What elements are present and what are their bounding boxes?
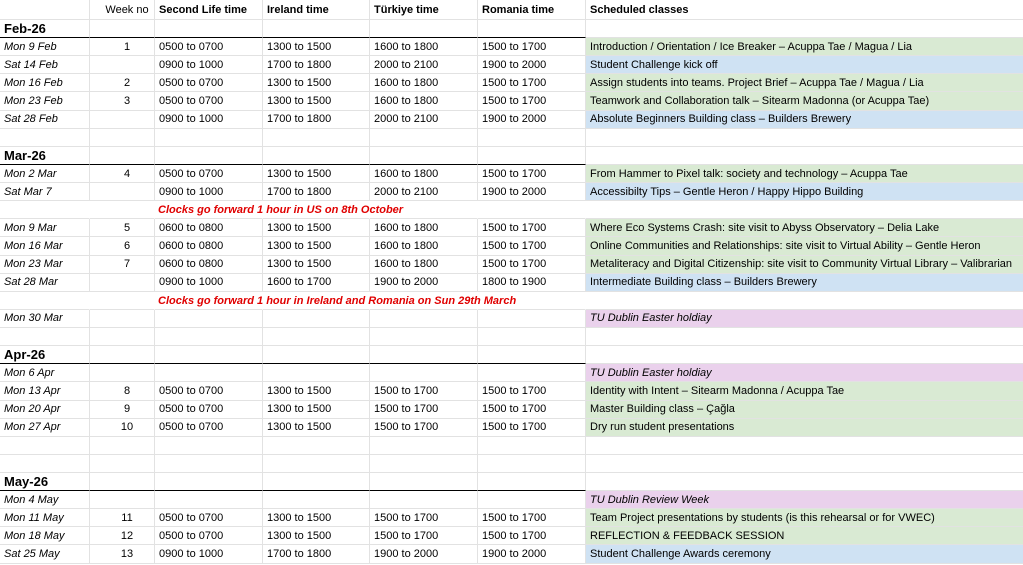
date-cell[interactable]: Mon 11 May — [0, 509, 90, 527]
second-life-time-cell[interactable]: 0600 to 0800 — [155, 256, 263, 274]
romania-time-cell[interactable]: 1500 to 1700 — [478, 165, 586, 183]
week-cell[interactable]: 6 — [90, 237, 155, 255]
romania-time-cell[interactable] — [478, 473, 586, 491]
scheduled-class-cell[interactable]: Introduction / Orientation / Ice Breaker – Acuppa Tae / Magua / Lia — [586, 38, 1023, 56]
date-cell[interactable] — [0, 328, 90, 346]
second-life-time-cell[interactable] — [155, 473, 263, 491]
second-life-time-cell[interactable]: 0900 to 1000 — [155, 545, 263, 563]
scheduled-class-cell[interactable] — [586, 129, 1023, 147]
second-life-time-cell[interactable]: 0500 to 0700 — [155, 401, 263, 419]
week-cell[interactable]: 10 — [90, 419, 155, 437]
scheduled-class-cell[interactable]: Metaliteracy and Digital Citizenship: site visit to Community Virtual Library – Valibrarian — [586, 256, 1023, 274]
week-cell[interactable] — [90, 437, 155, 455]
ireland-time-cell[interactable]: 1700 to 1800 — [263, 183, 370, 201]
week-cell[interactable] — [90, 183, 155, 201]
turkiye-time-cell[interactable]: 1600 to 1800 — [370, 219, 478, 237]
week-cell[interactable]: 8 — [90, 382, 155, 400]
scheduled-class-cell[interactable]: Where Eco Systems Crash: site visit to Abyss Observatory – Delia Lake — [586, 219, 1023, 237]
ireland-time-cell[interactable] — [263, 364, 370, 382]
month-header-row — [0, 147, 1023, 165]
week-cell[interactable]: 9 — [90, 401, 155, 419]
scheduled-class-cell[interactable]: Accessibilty Tips – Gentle Heron / Happy Hippo Building — [586, 183, 1023, 201]
date-cell[interactable]: Mon 20 Apr — [0, 401, 90, 419]
ireland-time-cell[interactable]: 1300 to 1500 — [263, 419, 370, 437]
scheduled-class-cell[interactable] — [586, 437, 1023, 455]
week-cell[interactable] — [90, 147, 155, 165]
scheduled-class-cell[interactable]: Absolute Beginners Building class – Builders Brewery — [586, 111, 1023, 129]
header-row — [0, 0, 1023, 20]
date-cell[interactable]: Mar-26 — [0, 147, 90, 165]
scheduled-class-cell[interactable]: REFLECTION & FEEDBACK SESSION — [586, 527, 1023, 545]
second-life-time-cell[interactable]: 0500 to 0700 — [155, 38, 263, 56]
scheduled-class-cell[interactable] — [586, 201, 1023, 219]
schedule-row — [0, 274, 1023, 292]
scheduled-class-cell[interactable]: Online Communities and Relationships: site visit to Virtual Ability – Gentle Heron — [586, 237, 1023, 255]
ireland-time-cell[interactable] — [263, 455, 370, 473]
second-life-time-cell[interactable]: 0500 to 0700 — [155, 92, 263, 110]
date-cell[interactable]: Mon 23 Feb — [0, 92, 90, 110]
second-life-time-cell[interactable] — [155, 364, 263, 382]
week-cell[interactable] — [90, 491, 155, 509]
ireland-time-cell[interactable]: 1300 to 1500 — [263, 219, 370, 237]
romania-time-cell[interactable] — [478, 328, 586, 346]
second-life-time-cell[interactable]: 0500 to 0700 — [155, 509, 263, 527]
turkiye-time-cell[interactable] — [370, 364, 478, 382]
romania-time-cell[interactable]: 1900 to 2000 — [478, 183, 586, 201]
date-cell[interactable]: Sat 25 May — [0, 545, 90, 563]
romania-time-cell[interactable] — [478, 437, 586, 455]
romania-time-cell[interactable]: 1500 to 1700 — [478, 256, 586, 274]
turkiye-time-cell[interactable] — [370, 491, 478, 509]
ireland-time-cell[interactable] — [263, 346, 370, 364]
date-cell[interactable]: Sat Mar 7 — [0, 183, 90, 201]
romania-time-cell[interactable] — [478, 201, 586, 219]
scheduled-class-cell[interactable]: TU Dublin Easter holdiay — [586, 310, 1023, 328]
date-cell[interactable]: Mon 16 Feb — [0, 74, 90, 92]
ireland-time-cell[interactable]: 1300 to 1500 — [263, 237, 370, 255]
date-cell[interactable]: Sat 28 Feb — [0, 111, 90, 129]
turkiye-time-cell[interactable] — [370, 310, 478, 328]
turkiye-time-cell[interactable]: 2000 to 2100 — [370, 183, 478, 201]
ireland-time-cell[interactable] — [263, 147, 370, 165]
header-ireland-time[interactable]: Ireland time — [263, 0, 370, 20]
week-cell[interactable] — [90, 473, 155, 491]
turkiye-time-cell[interactable]: 1500 to 1700 — [370, 509, 478, 527]
scheduled-class-cell[interactable]: TU Dublin Review Week — [586, 491, 1023, 509]
ireland-time-cell[interactable] — [263, 473, 370, 491]
header-scheduled-classes[interactable]: Scheduled classes — [586, 0, 1023, 20]
turkiye-time-cell[interactable]: 1500 to 1700 — [370, 419, 478, 437]
date-cell[interactable]: Mon 4 May — [0, 491, 90, 509]
turkiye-time-cell[interactable]: 1600 to 1800 — [370, 256, 478, 274]
ireland-time-cell[interactable]: 1300 to 1500 — [263, 382, 370, 400]
clock-change-note-row — [0, 201, 1023, 219]
date-cell[interactable] — [0, 437, 90, 455]
second-life-time-cell[interactable] — [155, 491, 263, 509]
ireland-time-cell[interactable] — [263, 328, 370, 346]
second-life-time-cell[interactable]: 0500 to 0700 — [155, 527, 263, 545]
date-cell[interactable]: Mon 30 Mar — [0, 310, 90, 328]
second-life-time-cell[interactable]: 0600 to 0800 — [155, 237, 263, 255]
turkiye-time-cell[interactable]: 1600 to 1800 — [370, 92, 478, 110]
scheduled-class-cell[interactable]: Dry run student presentations — [586, 419, 1023, 437]
blank-row — [0, 437, 1023, 455]
schedule-row — [0, 382, 1023, 400]
schedule-row — [0, 56, 1023, 74]
second-life-time-cell[interactable] — [155, 328, 263, 346]
turkiye-time-cell[interactable]: 1500 to 1700 — [370, 382, 478, 400]
second-life-time-cell[interactable] — [155, 20, 263, 38]
ireland-time-cell[interactable]: 1300 to 1500 — [263, 92, 370, 110]
scheduled-class-cell[interactable] — [586, 147, 1023, 165]
turkiye-time-cell[interactable] — [370, 346, 478, 364]
date-cell[interactable]: Sat 28 Mar — [0, 274, 90, 292]
second-life-time-cell[interactable]: 0600 to 0800 — [155, 219, 263, 237]
turkiye-time-cell[interactable] — [370, 328, 478, 346]
schedule-row — [0, 237, 1023, 255]
header-romania-time[interactable]: Romania time — [478, 0, 586, 20]
week-cell[interactable] — [90, 56, 155, 74]
scheduled-class-cell[interactable]: Teamwork and Collaboration talk – Sitearm Madonna (or Acuppa Tae) — [586, 92, 1023, 110]
date-cell[interactable]: Mon 13 Apr — [0, 382, 90, 400]
date-cell[interactable]: Sat 14 Feb — [0, 56, 90, 74]
schedule-row — [0, 165, 1023, 183]
second-life-time-cell[interactable] — [155, 147, 263, 165]
week-cell[interactable]: 13 — [90, 545, 155, 563]
second-life-time-cell[interactable]: 0900 to 1000 — [155, 274, 263, 292]
ireland-time-cell[interactable]: 1300 to 1500 — [263, 509, 370, 527]
clock-change-note: Clocks go forward 1 hour in US on 8th October — [158, 204, 404, 217]
turkiye-time-cell[interactable]: 1600 to 1800 — [370, 237, 478, 255]
week-cell[interactable]: 2 — [90, 74, 155, 92]
week-cell[interactable] — [90, 201, 155, 219]
romania-time-cell[interactable] — [478, 346, 586, 364]
romania-time-cell[interactable] — [478, 455, 586, 473]
week-cell[interactable]: 5 — [90, 219, 155, 237]
turkiye-time-cell[interactable] — [370, 437, 478, 455]
ireland-time-cell[interactable] — [263, 129, 370, 147]
turkiye-time-cell[interactable] — [370, 147, 478, 165]
scheduled-class-cell[interactable] — [586, 20, 1023, 38]
scheduled-class-cell[interactable]: From Hammer to Pixel talk: society and technology – Acuppa Tae — [586, 165, 1023, 183]
week-cell[interactable]: 3 — [90, 92, 155, 110]
date-cell[interactable]: Mon 18 May — [0, 527, 90, 545]
second-life-time-cell[interactable]: 0500 to 0700 — [155, 419, 263, 437]
turkiye-time-cell[interactable]: 1500 to 1700 — [370, 401, 478, 419]
date-cell[interactable]: Mon 2 Mar — [0, 165, 90, 183]
second-life-time-cell[interactable]: 0500 to 0700 — [155, 165, 263, 183]
ireland-time-cell[interactable] — [263, 491, 370, 509]
clock-change-note: Clocks go forward 1 hour in Ireland and Romania on Sun 29th March — [158, 294, 517, 307]
header-turkiye-time[interactable]: Türkiye time — [370, 0, 478, 20]
scheduled-class-cell[interactable]: Team Project presentations by students (is this rehearsal or for VWEC) — [586, 509, 1023, 527]
turkiye-time-cell[interactable] — [370, 129, 478, 147]
romania-time-cell[interactable]: 1500 to 1700 — [478, 401, 586, 419]
week-cell[interactable]: 7 — [90, 256, 155, 274]
schedule-row — [0, 111, 1023, 129]
week-cell[interactable]: 4 — [90, 165, 155, 183]
clock-change-note-row — [0, 292, 1023, 310]
ireland-time-cell[interactable]: 1600 to 1700 — [263, 274, 370, 292]
scheduled-class-cell[interactable]: Student Challenge Awards ceremony — [586, 545, 1023, 563]
blank-row — [0, 328, 1023, 346]
turkiye-time-cell[interactable] — [370, 20, 478, 38]
week-cell[interactable] — [90, 328, 155, 346]
romania-time-cell[interactable]: 1900 to 2000 — [478, 545, 586, 563]
week-cell[interactable]: 11 — [90, 509, 155, 527]
blank-row — [0, 129, 1023, 147]
scheduled-class-cell[interactable] — [586, 292, 1023, 310]
turkiye-time-cell[interactable]: 1600 to 1800 — [370, 165, 478, 183]
ireland-time-cell[interactable]: 1300 to 1500 — [263, 256, 370, 274]
date-cell[interactable]: Mon 6 Apr — [0, 364, 90, 382]
ireland-time-cell[interactable] — [263, 310, 370, 328]
scheduled-class-cell[interactable]: Identity with Intent – Sitearm Madonna / Acuppa Tae — [586, 382, 1023, 400]
ireland-time-cell[interactable]: 1300 to 1500 — [263, 74, 370, 92]
date-cell[interactable]: May-26 — [0, 473, 90, 491]
week-cell[interactable] — [90, 111, 155, 129]
header-week-no[interactable]: Week no — [90, 0, 155, 20]
schedule-row — [0, 545, 1023, 563]
second-life-time-cell[interactable]: 0500 to 0700 — [155, 382, 263, 400]
month-header-row — [0, 473, 1023, 491]
ireland-time-cell[interactable]: 1700 to 1800 — [263, 545, 370, 563]
romania-time-cell[interactable] — [478, 147, 586, 165]
second-life-time-cell[interactable] — [155, 310, 263, 328]
romania-time-cell[interactable] — [478, 364, 586, 382]
romania-time-cell[interactable] — [478, 491, 586, 509]
romania-time-cell[interactable]: 1500 to 1700 — [478, 237, 586, 255]
header-second-life-time[interactable]: Second Life time — [155, 0, 263, 20]
scheduled-class-cell[interactable] — [586, 328, 1023, 346]
ireland-time-cell[interactable]: 1700 to 1800 — [263, 56, 370, 74]
ireland-time-cell[interactable]: 1300 to 1500 — [263, 165, 370, 183]
romania-time-cell[interactable]: 1500 to 1700 — [478, 74, 586, 92]
month-header-row — [0, 346, 1023, 364]
second-life-time-cell[interactable]: 0500 to 0700 — [155, 74, 263, 92]
date-cell[interactable]: Mon 27 Apr — [0, 419, 90, 437]
schedule-row — [0, 364, 1023, 382]
week-cell[interactable] — [90, 292, 155, 310]
week-cell[interactable]: 12 — [90, 527, 155, 545]
romania-time-cell[interactable] — [478, 20, 586, 38]
romania-time-cell[interactable] — [478, 310, 586, 328]
week-cell[interactable] — [90, 129, 155, 147]
romania-time-cell[interactable] — [478, 129, 586, 147]
schedule-row — [0, 183, 1023, 201]
second-life-time-cell[interactable]: 0900 to 1000 — [155, 183, 263, 201]
romania-time-cell[interactable]: 1800 to 1900 — [478, 274, 586, 292]
romania-time-cell[interactable]: 1500 to 1700 — [478, 419, 586, 437]
scheduled-class-cell[interactable]: Master Building class – Çağla — [586, 401, 1023, 419]
second-life-time-cell[interactable]: 0900 to 1000 — [155, 56, 263, 74]
date-cell[interactable]: Feb-26 — [0, 20, 90, 38]
blank-row — [0, 455, 1023, 473]
date-cell[interactable]: Apr-26 — [0, 346, 90, 364]
ireland-time-cell[interactable] — [263, 437, 370, 455]
romania-time-cell[interactable]: 1900 to 2000 — [478, 56, 586, 74]
week-cell[interactable] — [90, 310, 155, 328]
week-cell[interactable] — [90, 455, 155, 473]
date-cell[interactable]: Mon 9 Feb — [0, 38, 90, 56]
turkiye-time-cell[interactable] — [370, 473, 478, 491]
date-cell[interactable]: Mon 23 Mar — [0, 256, 90, 274]
schedule-row — [0, 509, 1023, 527]
week-cell[interactable] — [90, 274, 155, 292]
week-cell[interactable] — [90, 364, 155, 382]
ireland-time-cell[interactable] — [263, 20, 370, 38]
romania-time-cell[interactable]: 1500 to 1700 — [478, 509, 586, 527]
ireland-time-cell[interactable]: 1700 to 1800 — [263, 111, 370, 129]
week-cell[interactable] — [90, 20, 155, 38]
ireland-time-cell[interactable]: 1300 to 1500 — [263, 401, 370, 419]
second-life-time-cell[interactable] — [155, 455, 263, 473]
schedule-row — [0, 92, 1023, 110]
scheduled-class-cell[interactable] — [586, 346, 1023, 364]
second-life-time-cell[interactable] — [155, 129, 263, 147]
schedule-row — [0, 74, 1023, 92]
date-cell[interactable]: Mon 16 Mar — [0, 237, 90, 255]
date-cell[interactable] — [0, 129, 90, 147]
scheduled-class-cell[interactable]: Assign students into teams. Project Brief – Acuppa Tae / Magua / Lia — [586, 74, 1023, 92]
romania-time-cell[interactable]: 1500 to 1700 — [478, 527, 586, 545]
turkiye-time-cell[interactable]: 1500 to 1700 — [370, 527, 478, 545]
date-cell[interactable] — [0, 201, 90, 219]
scheduled-class-cell[interactable]: Intermediate Building class – Builders Brewery — [586, 274, 1023, 292]
date-cell[interactable]: Mon 9 Mar — [0, 219, 90, 237]
turkiye-time-cell[interactable]: 1600 to 1800 — [370, 38, 478, 56]
date-cell[interactable] — [0, 455, 90, 473]
romania-time-cell[interactable]: 1500 to 1700 — [478, 382, 586, 400]
second-life-time-cell[interactable] — [155, 346, 263, 364]
second-life-time-cell[interactable] — [155, 437, 263, 455]
turkiye-time-cell[interactable] — [370, 455, 478, 473]
romania-time-cell[interactable]: 1500 to 1700 — [478, 219, 586, 237]
scheduled-class-cell[interactable] — [586, 455, 1023, 473]
scheduled-class-cell[interactable] — [586, 473, 1023, 491]
scheduled-class-cell[interactable]: Student Challenge kick off — [586, 56, 1023, 74]
romania-time-cell[interactable]: 1900 to 2000 — [478, 111, 586, 129]
scheduled-class-cell[interactable]: TU Dublin Easter holdiay — [586, 364, 1023, 382]
schedule-row — [0, 219, 1023, 237]
week-cell[interactable] — [90, 346, 155, 364]
romania-time-cell[interactable]: 1500 to 1700 — [478, 38, 586, 56]
ireland-time-cell[interactable]: 1300 to 1500 — [263, 38, 370, 56]
week-cell[interactable]: 1 — [90, 38, 155, 56]
turkiye-time-cell[interactable]: 1900 to 2000 — [370, 274, 478, 292]
turkiye-time-cell[interactable]: 2000 to 2100 — [370, 111, 478, 129]
schedule-row — [0, 256, 1023, 274]
schedule-row — [0, 491, 1023, 509]
second-life-time-cell[interactable]: 0900 to 1000 — [155, 111, 263, 129]
schedule-row — [0, 310, 1023, 328]
schedule-row — [0, 419, 1023, 437]
schedule-row — [0, 38, 1023, 56]
month-header-row — [0, 20, 1023, 38]
date-cell[interactable] — [0, 292, 90, 310]
header-date-cell[interactable] — [0, 0, 90, 20]
ireland-time-cell[interactable]: 1300 to 1500 — [263, 527, 370, 545]
romania-time-cell[interactable]: 1500 to 1700 — [478, 92, 586, 110]
schedule-row — [0, 527, 1023, 545]
turkiye-time-cell[interactable]: 1600 to 1800 — [370, 74, 478, 92]
schedule-row — [0, 401, 1023, 419]
turkiye-time-cell[interactable]: 1900 to 2000 — [370, 545, 478, 563]
turkiye-time-cell[interactable]: 2000 to 2100 — [370, 56, 478, 74]
